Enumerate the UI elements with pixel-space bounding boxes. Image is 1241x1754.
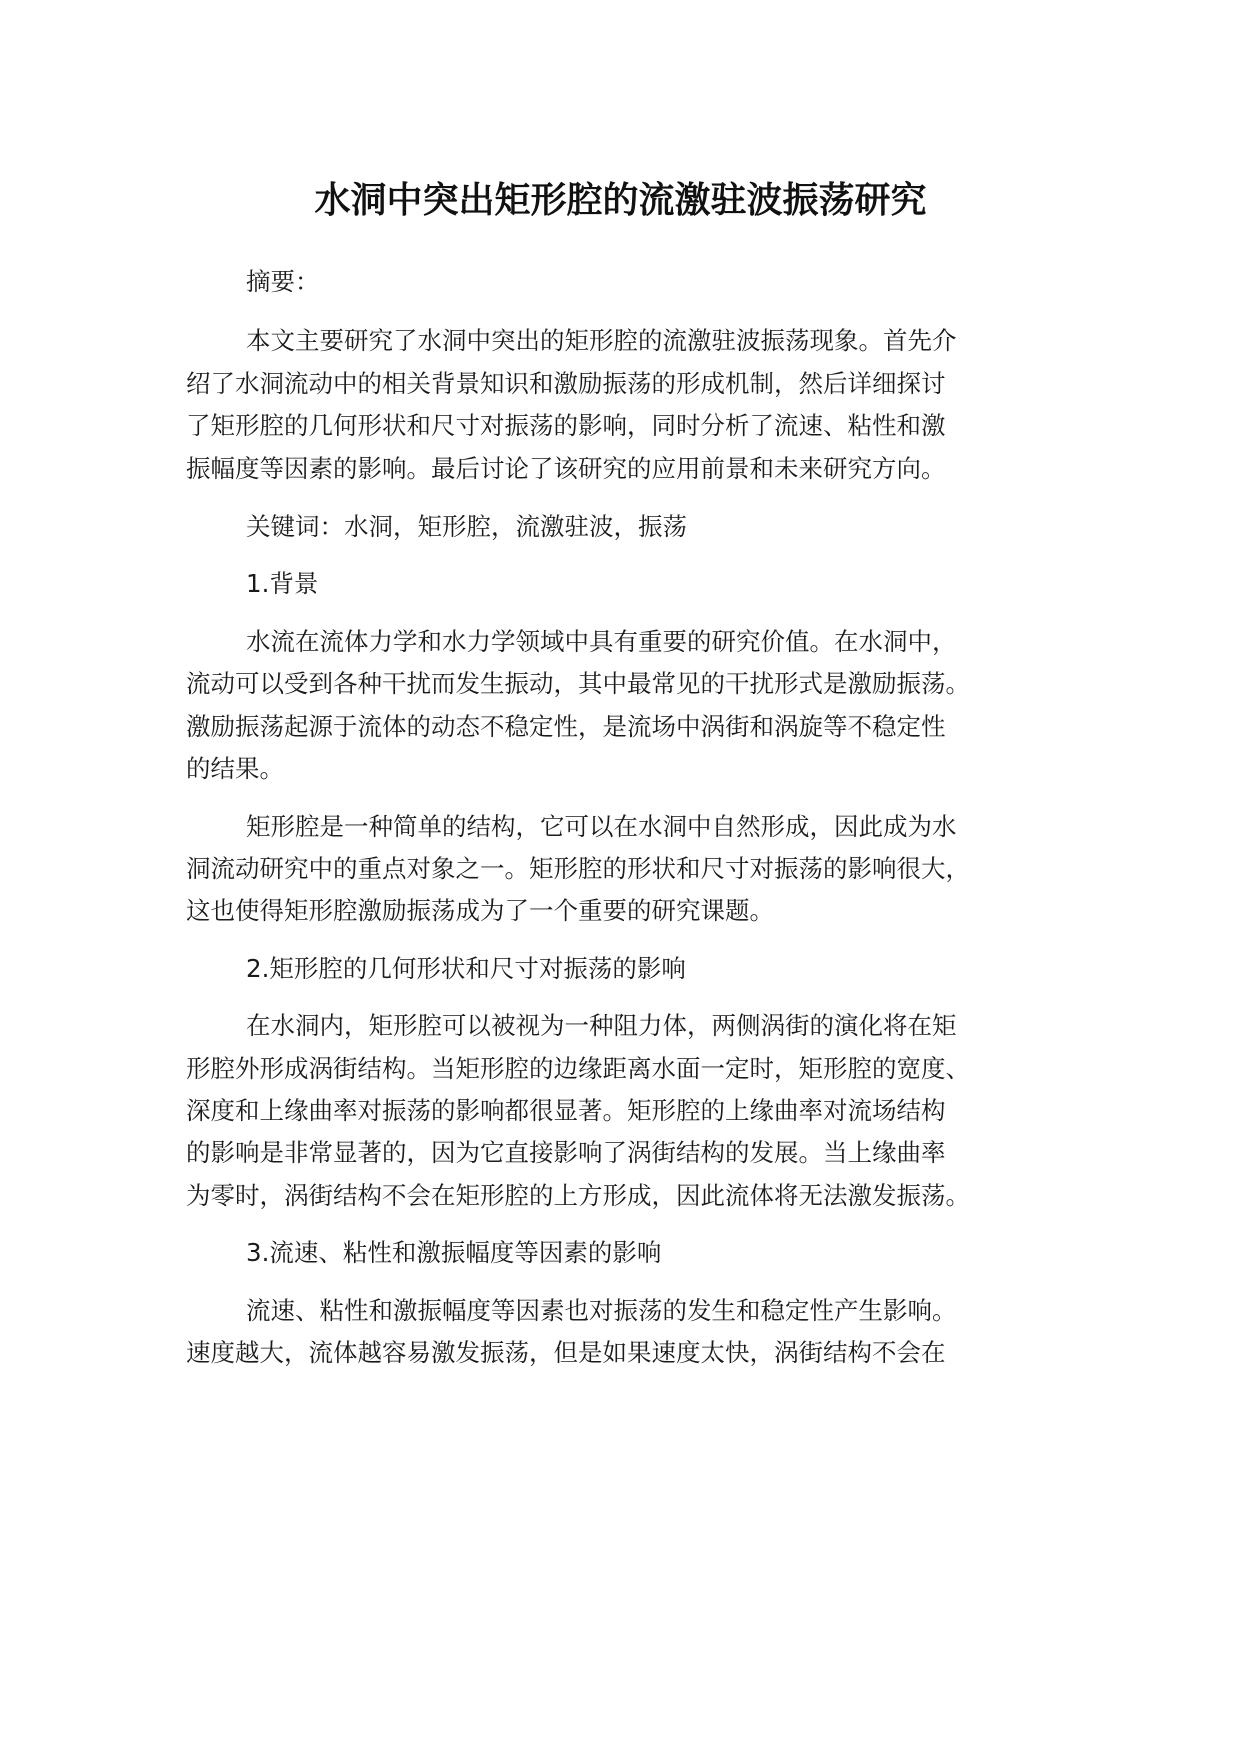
text-line: 形腔外形成涡街结构。当矩形腔的边缘距离水面一定时，矩形腔的宽度、 — [186, 1054, 970, 1083]
text-line: 的影响是非常显著的，因为它直接影响了涡街结构的发展。当上缘曲率 — [186, 1138, 946, 1167]
keywords-line: 关键词：水洞，矩形腔，流激驻波，振荡 — [246, 512, 687, 541]
text-line: 流动可以受到各种干扰而发生振动，其中最常见的干扰形式是激励振荡。 — [186, 669, 970, 698]
text-line: 洞流动研究中的重点对象之一。矩形腔的形状和尺寸对振荡的影响很大， — [186, 854, 970, 883]
text-line: 流速、粘性和激振幅度等因素也对振荡的发生和稳定性产生影响。 — [246, 1296, 957, 1325]
text-line: 速度越大，流体越容易激发振荡，但是如果速度太快，涡街结构不会在 — [186, 1338, 946, 1367]
section-3-heading: 3.流速、粘性和激振幅度等因素的影响 — [246, 1238, 662, 1267]
text-line: 矩形腔是一种简单的结构，它可以在水洞中自然形成，因此成为水 — [246, 812, 957, 841]
text-line: 为零时，涡街结构不会在矩形腔的上方形成，因此流体将无法激发振荡。 — [186, 1181, 970, 1210]
text-line: 本文主要研究了水洞中突出的矩形腔的流激驻波振荡现象。首先介 — [246, 326, 957, 355]
text-line: 激励振荡起源于流体的动态不稳定性，是流场中涡街和涡旋等不稳定性 — [186, 712, 946, 741]
document-title: 水洞中突出矩形腔的流激驻波振荡研究 — [314, 180, 927, 221]
text-line: 这也使得矩形腔激励振荡成为了一个重要的研究课题。 — [186, 896, 774, 925]
abstract-heading: 摘要： — [246, 267, 320, 296]
text-line: 在水洞内，矩形腔可以被视为一种阻力体，两侧涡街的演化将在矩 — [246, 1011, 957, 1040]
section-1-heading: 1.背景 — [246, 569, 319, 598]
section-2-heading: 2.矩形腔的几何形状和尺寸对振荡的影响 — [246, 954, 686, 983]
text-line: 的结果。 — [186, 754, 284, 783]
text-line: 深度和上缘曲率对振荡的影响都很显著。矩形腔的上缘曲率对流场结构 — [186, 1096, 946, 1125]
text-line: 了矩形腔的几何形状和尺寸对振荡的影响，同时分析了流速、粘性和激 — [186, 411, 946, 440]
text-line: 振幅度等因素的影响。最后讨论了该研究的应用前景和未来研究方向。 — [186, 454, 946, 483]
text-line: 绍了水洞流动中的相关背景知识和激励振荡的形成机制，然后详细探讨 — [186, 369, 946, 398]
text-line: 水流在流体力学和水力学领域中具有重要的研究价值。在水洞中， — [246, 627, 957, 656]
